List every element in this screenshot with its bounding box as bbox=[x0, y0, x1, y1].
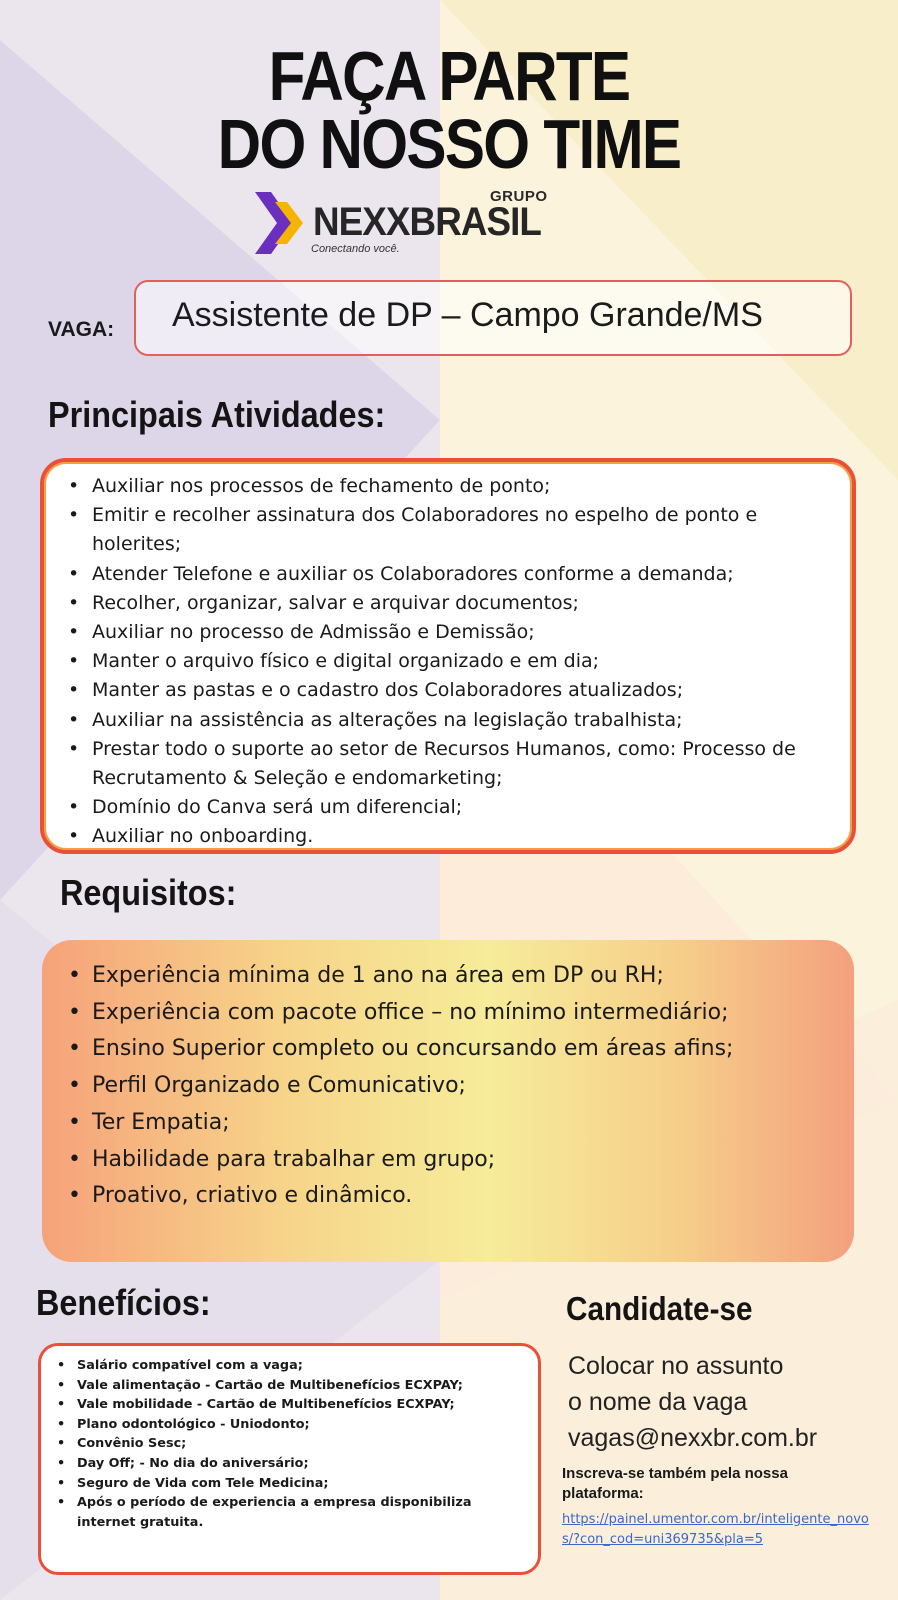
list-item: • Ter Empatia; bbox=[62, 1105, 842, 1142]
requirements-title: Requisitos: bbox=[60, 872, 237, 913]
list-item: • Ensino Superior completo ou concursando em áreas afins; bbox=[62, 1031, 842, 1068]
benefits-box bbox=[38, 1343, 541, 1575]
list-item: • Emitir e recolher assinatura dos Colaboradores no espelho de ponto e holerites; bbox=[62, 501, 832, 559]
apply-email[interactable]: vagas@nexxbr.com.br bbox=[568, 1424, 818, 1452]
list-item: • Seguro de Vida com Tele Medicina; bbox=[43, 1474, 533, 1494]
activities-list bbox=[62, 472, 832, 852]
platform-text: Inscreva-se também pela nossa plataforma: bbox=[562, 1465, 788, 1502]
headline-line-1: FAÇA PARTE bbox=[268, 37, 630, 115]
list-item: • Convênio Sesc; bbox=[43, 1434, 533, 1454]
list-item: • Auxiliar na assistência as alterações na legislação trabalhista; bbox=[62, 706, 832, 735]
requirements-box bbox=[42, 940, 854, 1262]
list-item: • Atender Telefone e auxiliar os Colaboradores conforme a demanda; bbox=[62, 560, 832, 589]
company-logo bbox=[255, 188, 585, 260]
list-item: • Habilidade para trabalhar em grupo; bbox=[62, 1142, 842, 1179]
list-item: • Experiência com pacote office – no mínimo intermediário; bbox=[62, 995, 842, 1032]
logo-tagline: Conectando você. bbox=[311, 243, 400, 255]
job-label: VAGA: bbox=[48, 318, 115, 341]
list-item: • Auxiliar no processo de Admissão e Demissão; bbox=[62, 618, 832, 647]
list-item: • Prestar todo o suporte ao setor de Recursos Humanos, como: Processo de Recrutamento & Seleção e endomarketing; bbox=[62, 735, 832, 793]
job-title-box bbox=[134, 280, 852, 356]
list-item: • Day Off; - No dia do aniversário; bbox=[43, 1454, 533, 1474]
activities-title: Principais Atividades: bbox=[48, 394, 386, 435]
list-item: • Auxiliar no onboarding. bbox=[62, 822, 832, 851]
logo-prefix: GRUPO bbox=[490, 188, 548, 205]
headline bbox=[63, 37, 835, 183]
list-item: • Manter o arquivo físico e digital organizado e em dia; bbox=[62, 647, 832, 676]
list-item: • Experiência mínima de 1 ano na área em DP ou RH; bbox=[62, 958, 842, 995]
job-title: Assistente de DP – Campo Grande/MS bbox=[172, 296, 763, 334]
list-item: • Após o período de experiencia a empresa disponibiliza internet gratuita. bbox=[43, 1493, 533, 1532]
list-item: • Vale alimentação - Cartão de Multibenefícios ECXPAY; bbox=[43, 1376, 533, 1396]
benefits-title: Benefícios: bbox=[36, 1282, 211, 1323]
list-item: • Perfil Organizado e Comunicativo; bbox=[62, 1068, 842, 1105]
logo-name: NEXXBRASIL bbox=[313, 200, 541, 244]
platform-link[interactable]: https://painel.umentor.com.br/inteligente_novos/?con_cod=uni369735&pla=5 bbox=[562, 1512, 869, 1547]
list-item: • Plano odontológico - Uniodonto; bbox=[43, 1415, 533, 1435]
apply-line-1: Colocar no assunto bbox=[568, 1352, 784, 1380]
apply-instructions bbox=[568, 1348, 817, 1456]
headline-line-2: DO NOSSO TIME bbox=[217, 105, 681, 183]
list-item: • Domínio do Canva será um diferencial; bbox=[62, 793, 832, 822]
logo-chevron-icon bbox=[255, 192, 313, 254]
apply-line-2: o nome da vaga bbox=[568, 1388, 748, 1416]
list-item: • Proativo, criativo e dinâmico. bbox=[62, 1178, 842, 1215]
requirements-list bbox=[62, 958, 842, 1215]
list-item: • Salário compatível com a vaga; bbox=[43, 1356, 533, 1376]
activities-box bbox=[40, 458, 856, 854]
list-item: • Auxiliar nos processos de fechamento de ponto; bbox=[62, 472, 832, 501]
list-item: • Vale mobilidade - Cartão de Multibenefícios ECXPAY; bbox=[43, 1395, 533, 1415]
list-item: • Manter as pastas e o cadastro dos Colaboradores atualizados; bbox=[62, 676, 832, 705]
list-item: • Recolher, organizar, salvar e arquivar documentos; bbox=[62, 589, 832, 618]
benefits-list bbox=[43, 1356, 533, 1532]
apply-title: Candidate-se bbox=[566, 1290, 753, 1327]
